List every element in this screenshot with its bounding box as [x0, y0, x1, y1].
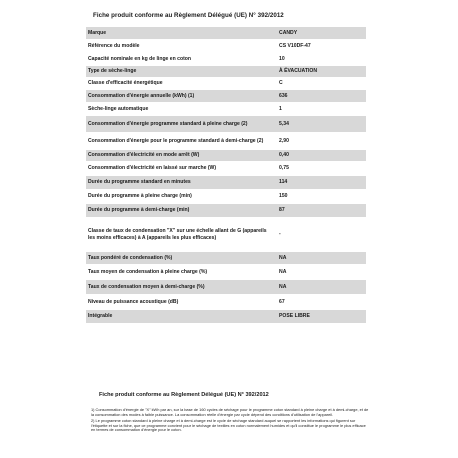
- spec-label: Niveau de puissance acoustique (dB): [86, 295, 277, 310]
- footer-title: Fiche produit conforme au Règlement Délégué (UE) N° 392/2012: [99, 392, 269, 398]
- spec-row: [86, 133, 366, 150]
- spec-row: [86, 53, 366, 66]
- spec-label: Consommation d'énergie programme standard à pleine charge (2): [86, 116, 277, 133]
- spec-value: 10: [277, 53, 366, 66]
- spec-value: NA: [277, 252, 366, 265]
- spec-row: [86, 27, 366, 40]
- spec-label: Classe de taux de condensation "X" sur une échelle allant de G (appareils les moins efficaces) à A (appareils les plus efficaces): [86, 218, 277, 252]
- spec-value: NA: [277, 280, 366, 295]
- spec-row: [86, 176, 366, 190]
- product-spec-table: [86, 26, 366, 323]
- spec-label: Consommation d'électricité en laissé sur marche (W): [86, 162, 277, 176]
- spec-row: [86, 162, 366, 176]
- spec-label: Consommation d'électricité en mode arrêt (W): [86, 150, 277, 162]
- footnotes: [91, 408, 371, 435]
- spec-value: CS V10DF-47: [277, 40, 366, 53]
- spec-row: [86, 204, 366, 218]
- spec-row: [86, 310, 366, 323]
- spec-value: 87: [277, 204, 366, 218]
- spec-label: Intégrable: [86, 310, 277, 323]
- footnote-2: 2) Le programme coton standard à pleine charge et à demi-charge est le cycle de séchage standard auquel se rapportent les informations qui figurent sur l'étiquette et sur la fiche, que ce programme convient pour le séchage de textiles en coton normalement humides et qu'il constitue le programme le plus efficace en termes de consommation d'énergie pour le coton.: [91, 418, 366, 433]
- spec-value: 150: [277, 190, 366, 204]
- spec-row: [86, 218, 366, 252]
- spec-value: 67: [277, 295, 366, 310]
- spec-value: 114: [277, 176, 366, 190]
- spec-value: C: [277, 78, 366, 90]
- spec-row: [86, 280, 366, 295]
- spec-label: Sèche-linge automatique: [86, 103, 277, 116]
- spec-row: [86, 90, 366, 103]
- spec-value: À ÉVACUATION: [277, 66, 366, 78]
- spec-value: 2,90: [277, 133, 366, 150]
- sheet-title: Fiche produit conforme au Règlement Délégué (UE) N° 392/2012: [93, 12, 284, 19]
- spec-value: 1: [277, 103, 366, 116]
- spec-value: 636: [277, 90, 366, 103]
- spec-value: -: [277, 218, 366, 252]
- spec-row: [86, 66, 366, 78]
- spec-value: POSE LIBRE: [277, 310, 366, 323]
- footnote-1: 1) Consommation d'énergie de "X" kWh par an, sur la base de 160 cycles de séchage pour le programme coton standard à pleine charge et à demi-charge, et de la consommation des modes à faible puissance. La consommation réelle d'énergie par cycle dépend des conditions d'utilisation de l'appareil.: [91, 407, 369, 417]
- spec-row: [86, 78, 366, 90]
- spec-value: NA: [277, 265, 366, 280]
- spec-row: [86, 103, 366, 116]
- spec-label: Capacité nominale en kg de linge en coton: [86, 53, 277, 66]
- spec-value: 0,75: [277, 162, 366, 176]
- spec-label: Référence du modèle: [86, 40, 277, 53]
- spec-row: [86, 150, 366, 162]
- spec-label: Classe d'efficacité énergétique: [86, 78, 277, 90]
- spec-value: CANDY: [277, 27, 366, 40]
- spec-row: [86, 40, 366, 53]
- spec-label: Durée du programme à demi-charge (min): [86, 204, 277, 218]
- spec-label: Marque: [86, 27, 277, 40]
- spec-label: Type de sèche-linge: [86, 66, 277, 78]
- spec-value: 0,40: [277, 150, 366, 162]
- spec-label: Durée du programme à pleine charge (min): [86, 190, 277, 204]
- spec-label: Consommation d'énergie annuelle (kWh) (1): [86, 90, 277, 103]
- spec-label: Taux pondéré de condensation (%): [86, 252, 277, 265]
- spec-row: [86, 295, 366, 310]
- spec-label: Durée du programme standard en minutes: [86, 176, 277, 190]
- spec-row: [86, 265, 366, 280]
- spec-label: Taux de condensation moyen à demi-charge (%): [86, 280, 277, 295]
- spec-row: [86, 190, 366, 204]
- spec-value: 5,34: [277, 116, 366, 133]
- spec-row: [86, 252, 366, 265]
- spec-row: [86, 116, 366, 133]
- spec-label: Taux moyen de condensation à pleine charge (%): [86, 265, 277, 280]
- spec-label: Consommation d'énergie pour le programme standard à demi-charge (2): [86, 133, 277, 150]
